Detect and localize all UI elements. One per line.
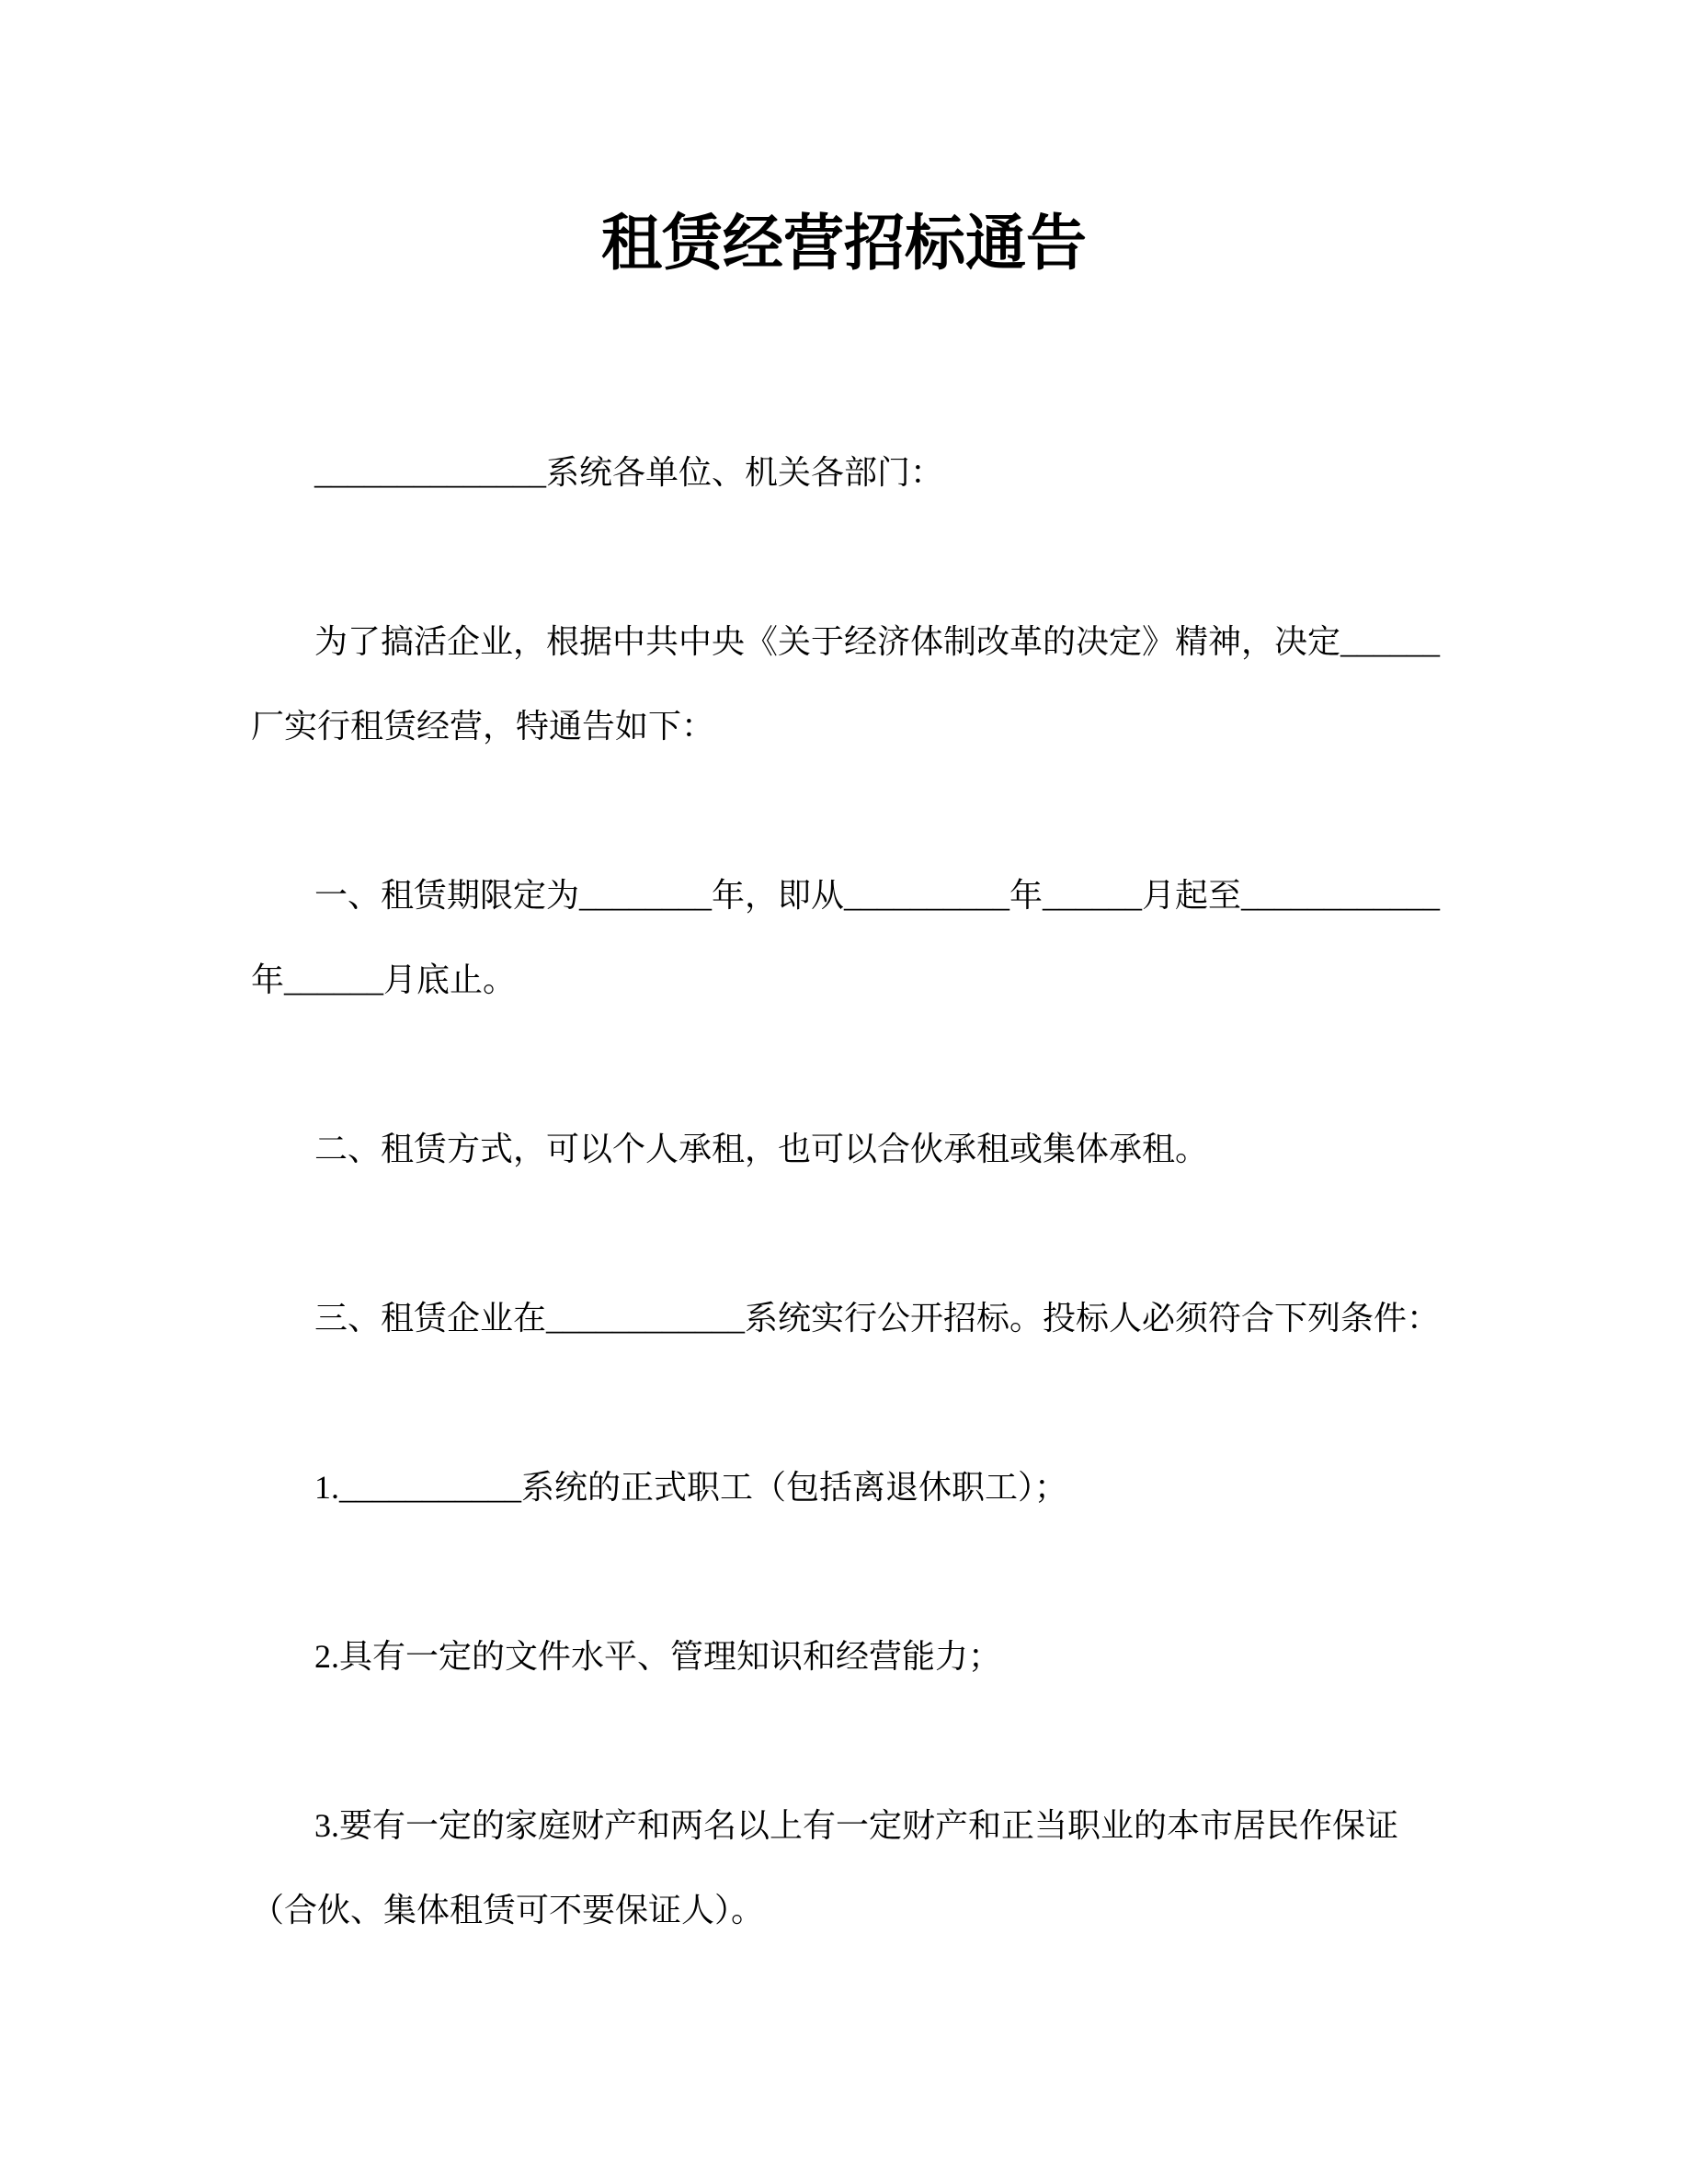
document-body [0,430,1688,1952]
text-line: 厂实行租赁经营，特通告如下： [251,708,715,745]
paragraph [251,430,1443,515]
text-line: 年______月底止。 [251,961,517,998]
text-line: 3.要有一定的家庭财产和两名以上有一定财产和正当职业的本市居民作保证 [314,1807,1399,1844]
paragraph [251,853,1443,1022]
text-line: 二、租赁方式，可以个人承租，也可以合伙承租或集体承租。 [314,1131,1209,1167]
text-line: （合伙、集体租赁可不要保证人）。 [251,1892,765,1928]
paragraph [251,1614,1443,1699]
text-line: 三、租赁企业在____________系统实行公开招标。投标人必须符合下列条件： [314,1300,1441,1337]
text-line: ______________系统各单位、机关各部门： [314,454,944,491]
document-title: 租赁经营招标通告 [601,209,1087,277]
paragraph [251,1107,1443,1191]
text-line: 1.___________系统的正式职工（包括离退休职工）； [314,1469,1068,1506]
paragraph [251,1783,1443,1952]
text-line: 一、租赁期限定为________年，即从__________年______月起至____________ [314,877,1441,914]
text-line: 2.具有一定的文件水平、管理知识和经营能力； [314,1638,1002,1675]
text-line: 为了搞活企业，根据中共中央《关于经济体制改革的决定》精神，决定______ [314,623,1441,660]
paragraph [251,1276,1443,1360]
paragraph [251,599,1443,768]
paragraph [251,1445,1443,1530]
